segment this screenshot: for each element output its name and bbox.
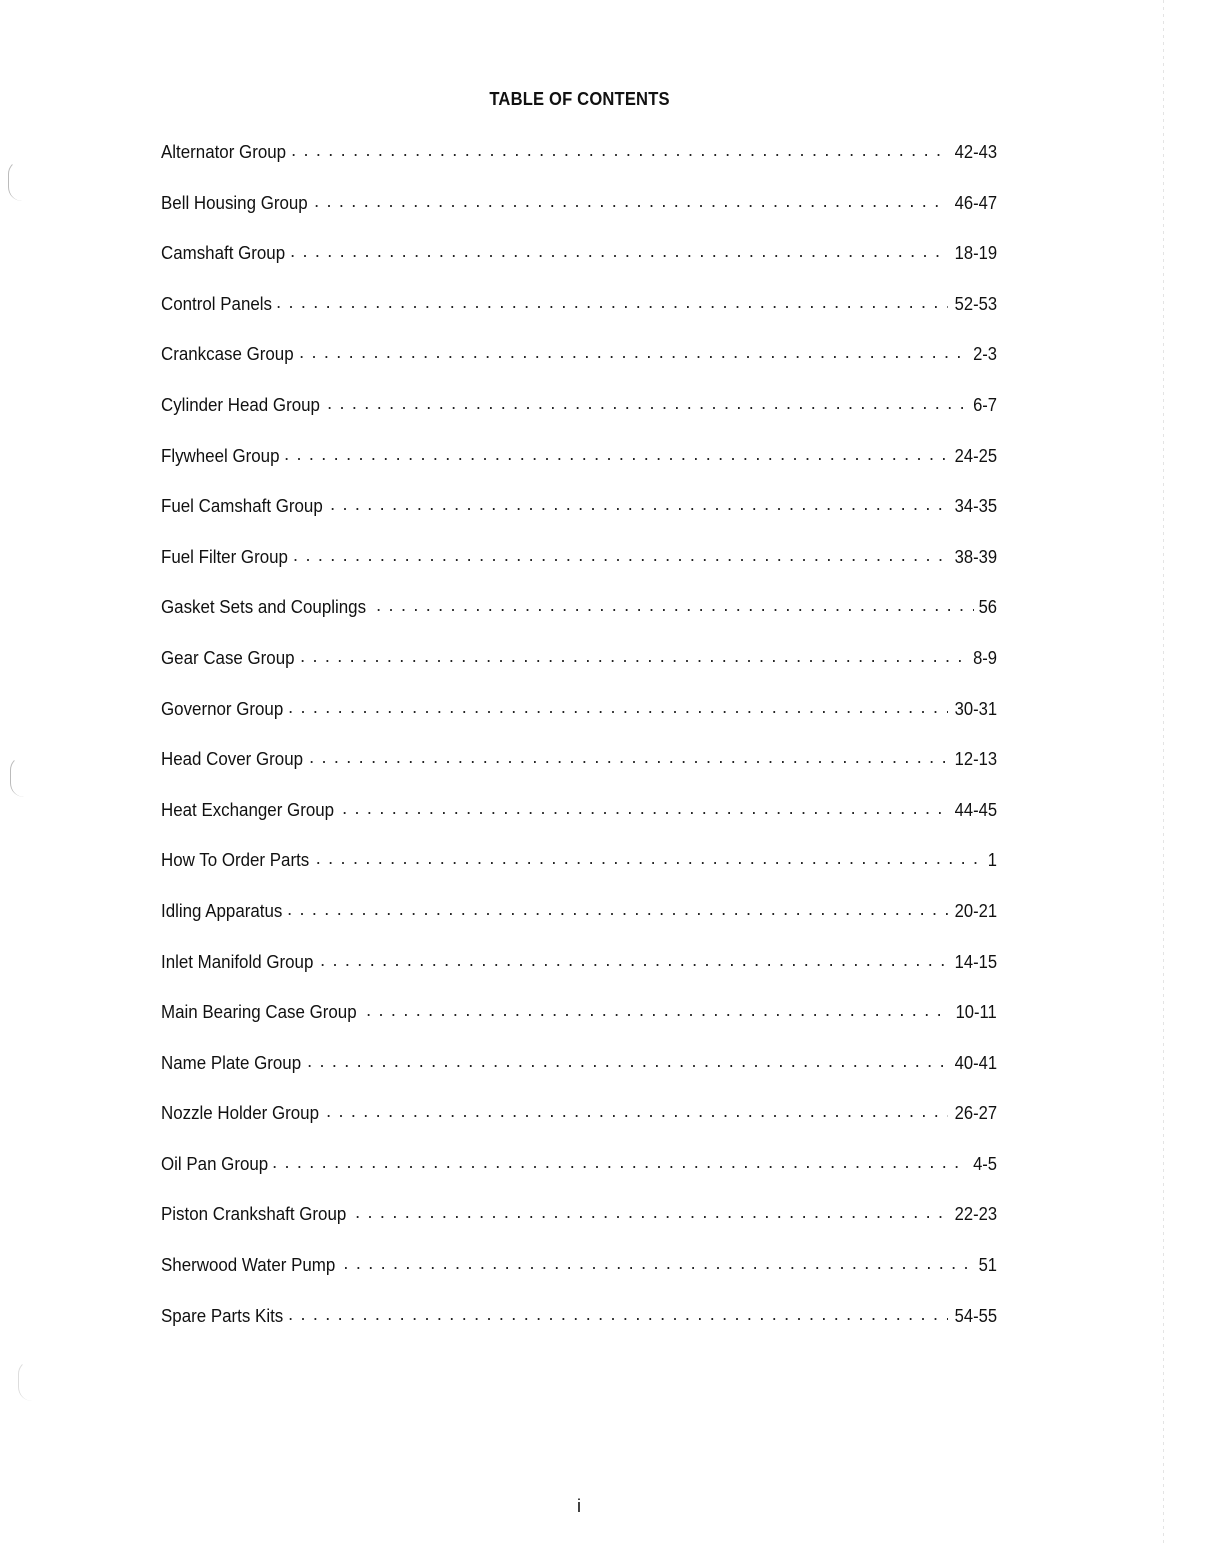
toc-entry[interactable]: [161, 1000, 997, 1051]
dot-leader: [307, 1051, 948, 1069]
toc-entry-pages: 51: [978, 1255, 997, 1276]
dot-leader: [376, 595, 974, 613]
toc-entry-label: Head Cover Group: [161, 749, 304, 770]
toc-entry-pages: 46-47: [954, 192, 997, 213]
toc-entry[interactable]: [161, 1253, 997, 1304]
toc-entry-pages: 42-43: [954, 142, 997, 162]
toc-entry[interactable]: [161, 1101, 997, 1152]
toc-entry-pages: 40-41: [954, 1052, 997, 1073]
toc-entry[interactable]: [161, 950, 997, 1001]
toc-entry-label: Bell Housing Group: [161, 192, 308, 213]
toc-entry-label: Alternator Group: [161, 142, 287, 162]
dot-leader: [316, 848, 984, 866]
page-title: TABLE OF CONTENTS: [489, 89, 670, 109]
toc-entry-label: Camshaft Group: [161, 243, 286, 264]
toc-entry[interactable]: [161, 848, 997, 899]
toc-entry-label: Flywheel Group: [161, 445, 280, 466]
toc-entry[interactable]: [161, 342, 997, 393]
toc-entry-pages: 24-25: [954, 445, 997, 466]
toc-entry-label: Spare Parts Kits: [161, 1305, 284, 1326]
toc-entry-pages: 56: [978, 597, 997, 618]
dot-leader: [284, 444, 948, 462]
dot-leader: [326, 1101, 948, 1119]
toc-entry[interactable]: [161, 241, 997, 292]
dot-leader: [288, 1304, 948, 1322]
dot-leader: [272, 1152, 968, 1170]
dot-leader: [299, 342, 968, 360]
toc-entry[interactable]: [161, 747, 997, 798]
toc-entry[interactable]: [161, 444, 997, 495]
toc-entry-pages: 30-31: [954, 698, 997, 719]
toc-entry-pages: 2-3: [973, 344, 997, 365]
toc-entry-pages: 22-23: [954, 1204, 997, 1225]
toc-entry-label: Gear Case Group: [161, 647, 295, 668]
dot-leader: [287, 899, 948, 917]
toc-entry-label: Cylinder Head Group: [161, 394, 320, 415]
toc-entry-label: Control Panels: [161, 293, 272, 314]
dot-leader: [309, 747, 948, 765]
dot-leader: [276, 292, 948, 310]
toc-entry-pages: 38-39: [954, 546, 997, 567]
toc-entry-pages: 4-5: [973, 1153, 997, 1174]
toc-entry-label: Oil Pan Group: [161, 1153, 269, 1174]
toc-entry-label: How To Order Parts: [161, 850, 310, 871]
toc-entry-label: Crankcase Group: [161, 344, 294, 365]
toc-entry-label: Fuel Camshaft Group: [161, 496, 323, 517]
toc-entry-label: Fuel Filter Group: [161, 546, 288, 567]
dot-leader: [290, 241, 948, 259]
toc-entry-pages: 6-7: [973, 394, 997, 415]
toc-entry-label: Piston Crankshaft Group: [161, 1204, 347, 1225]
toc-entry-pages: 54-55: [954, 1305, 997, 1326]
toc-entry-pages: 1: [987, 850, 997, 871]
toc-entry[interactable]: [161, 899, 997, 950]
dot-leader: [314, 191, 948, 209]
toc-entry-label: Sherwood Water Pump: [161, 1255, 336, 1276]
toc-entry-label: Name Plate Group: [161, 1052, 302, 1073]
toc-entry-pages: 34-35: [954, 496, 997, 517]
dot-leader: [330, 494, 948, 512]
toc-entry-label: Inlet Manifold Group: [161, 951, 314, 972]
scan-page-edge: [1163, 0, 1164, 1547]
punch-hole-mark: [10, 756, 25, 797]
toc-entry-pages: 14-15: [954, 951, 997, 972]
toc-entry[interactable]: [161, 798, 997, 849]
toc-entry[interactable]: [161, 1152, 997, 1203]
toc-entry[interactable]: [161, 191, 997, 242]
toc-entry-pages: 20-21: [954, 900, 997, 921]
dot-leader: [355, 1202, 948, 1220]
dot-leader: [366, 1000, 949, 1018]
toc-entry[interactable]: [161, 1202, 997, 1253]
toc-entry-label: Heat Exchanger Group: [161, 799, 335, 820]
dot-leader: [342, 798, 948, 816]
toc-entry-label: Main Bearing Case Group: [161, 1002, 357, 1023]
toc-entry[interactable]: [161, 292, 997, 343]
toc-entry[interactable]: [161, 1304, 997, 1355]
toc-entry[interactable]: [161, 595, 997, 646]
toc-entry-pages: 52-53: [954, 293, 997, 314]
toc-entry[interactable]: [161, 646, 997, 697]
toc-entry[interactable]: [161, 494, 997, 545]
toc-entry-label: Governor Group: [161, 698, 284, 719]
toc-entry-pages: 44-45: [954, 799, 997, 820]
page-number: i: [577, 1496, 581, 1516]
toc-entry-pages: 10-11: [955, 1002, 997, 1023]
dot-leader: [293, 545, 948, 563]
toc-entry[interactable]: [161, 545, 997, 596]
dot-leader: [320, 950, 948, 968]
punch-hole-mark: [8, 160, 23, 201]
dot-leader: [291, 140, 948, 158]
toc-entry-pages: 8-9: [973, 647, 997, 668]
dot-leader: [300, 646, 968, 664]
toc-entry-label: Nozzle Holder Group: [161, 1103, 319, 1124]
punch-hole-mark: [18, 1360, 33, 1401]
dot-leader: [288, 697, 948, 715]
toc-entry-label: Gasket Sets and Couplings: [161, 597, 367, 618]
dot-leader: [343, 1253, 974, 1271]
toc-entry[interactable]: [161, 697, 997, 748]
toc-entry[interactable]: [161, 140, 997, 191]
toc-entry-pages: 18-19: [954, 243, 997, 264]
toc-entry[interactable]: [161, 393, 997, 444]
dot-leader: [327, 393, 968, 411]
toc-entry-label: Idling Apparatus: [161, 900, 283, 921]
toc-entry[interactable]: [161, 1051, 997, 1102]
toc-entry-pages: 26-27: [954, 1103, 997, 1124]
toc-entry-pages: 12-13: [954, 749, 997, 770]
table-of-contents: [161, 140, 997, 1354]
